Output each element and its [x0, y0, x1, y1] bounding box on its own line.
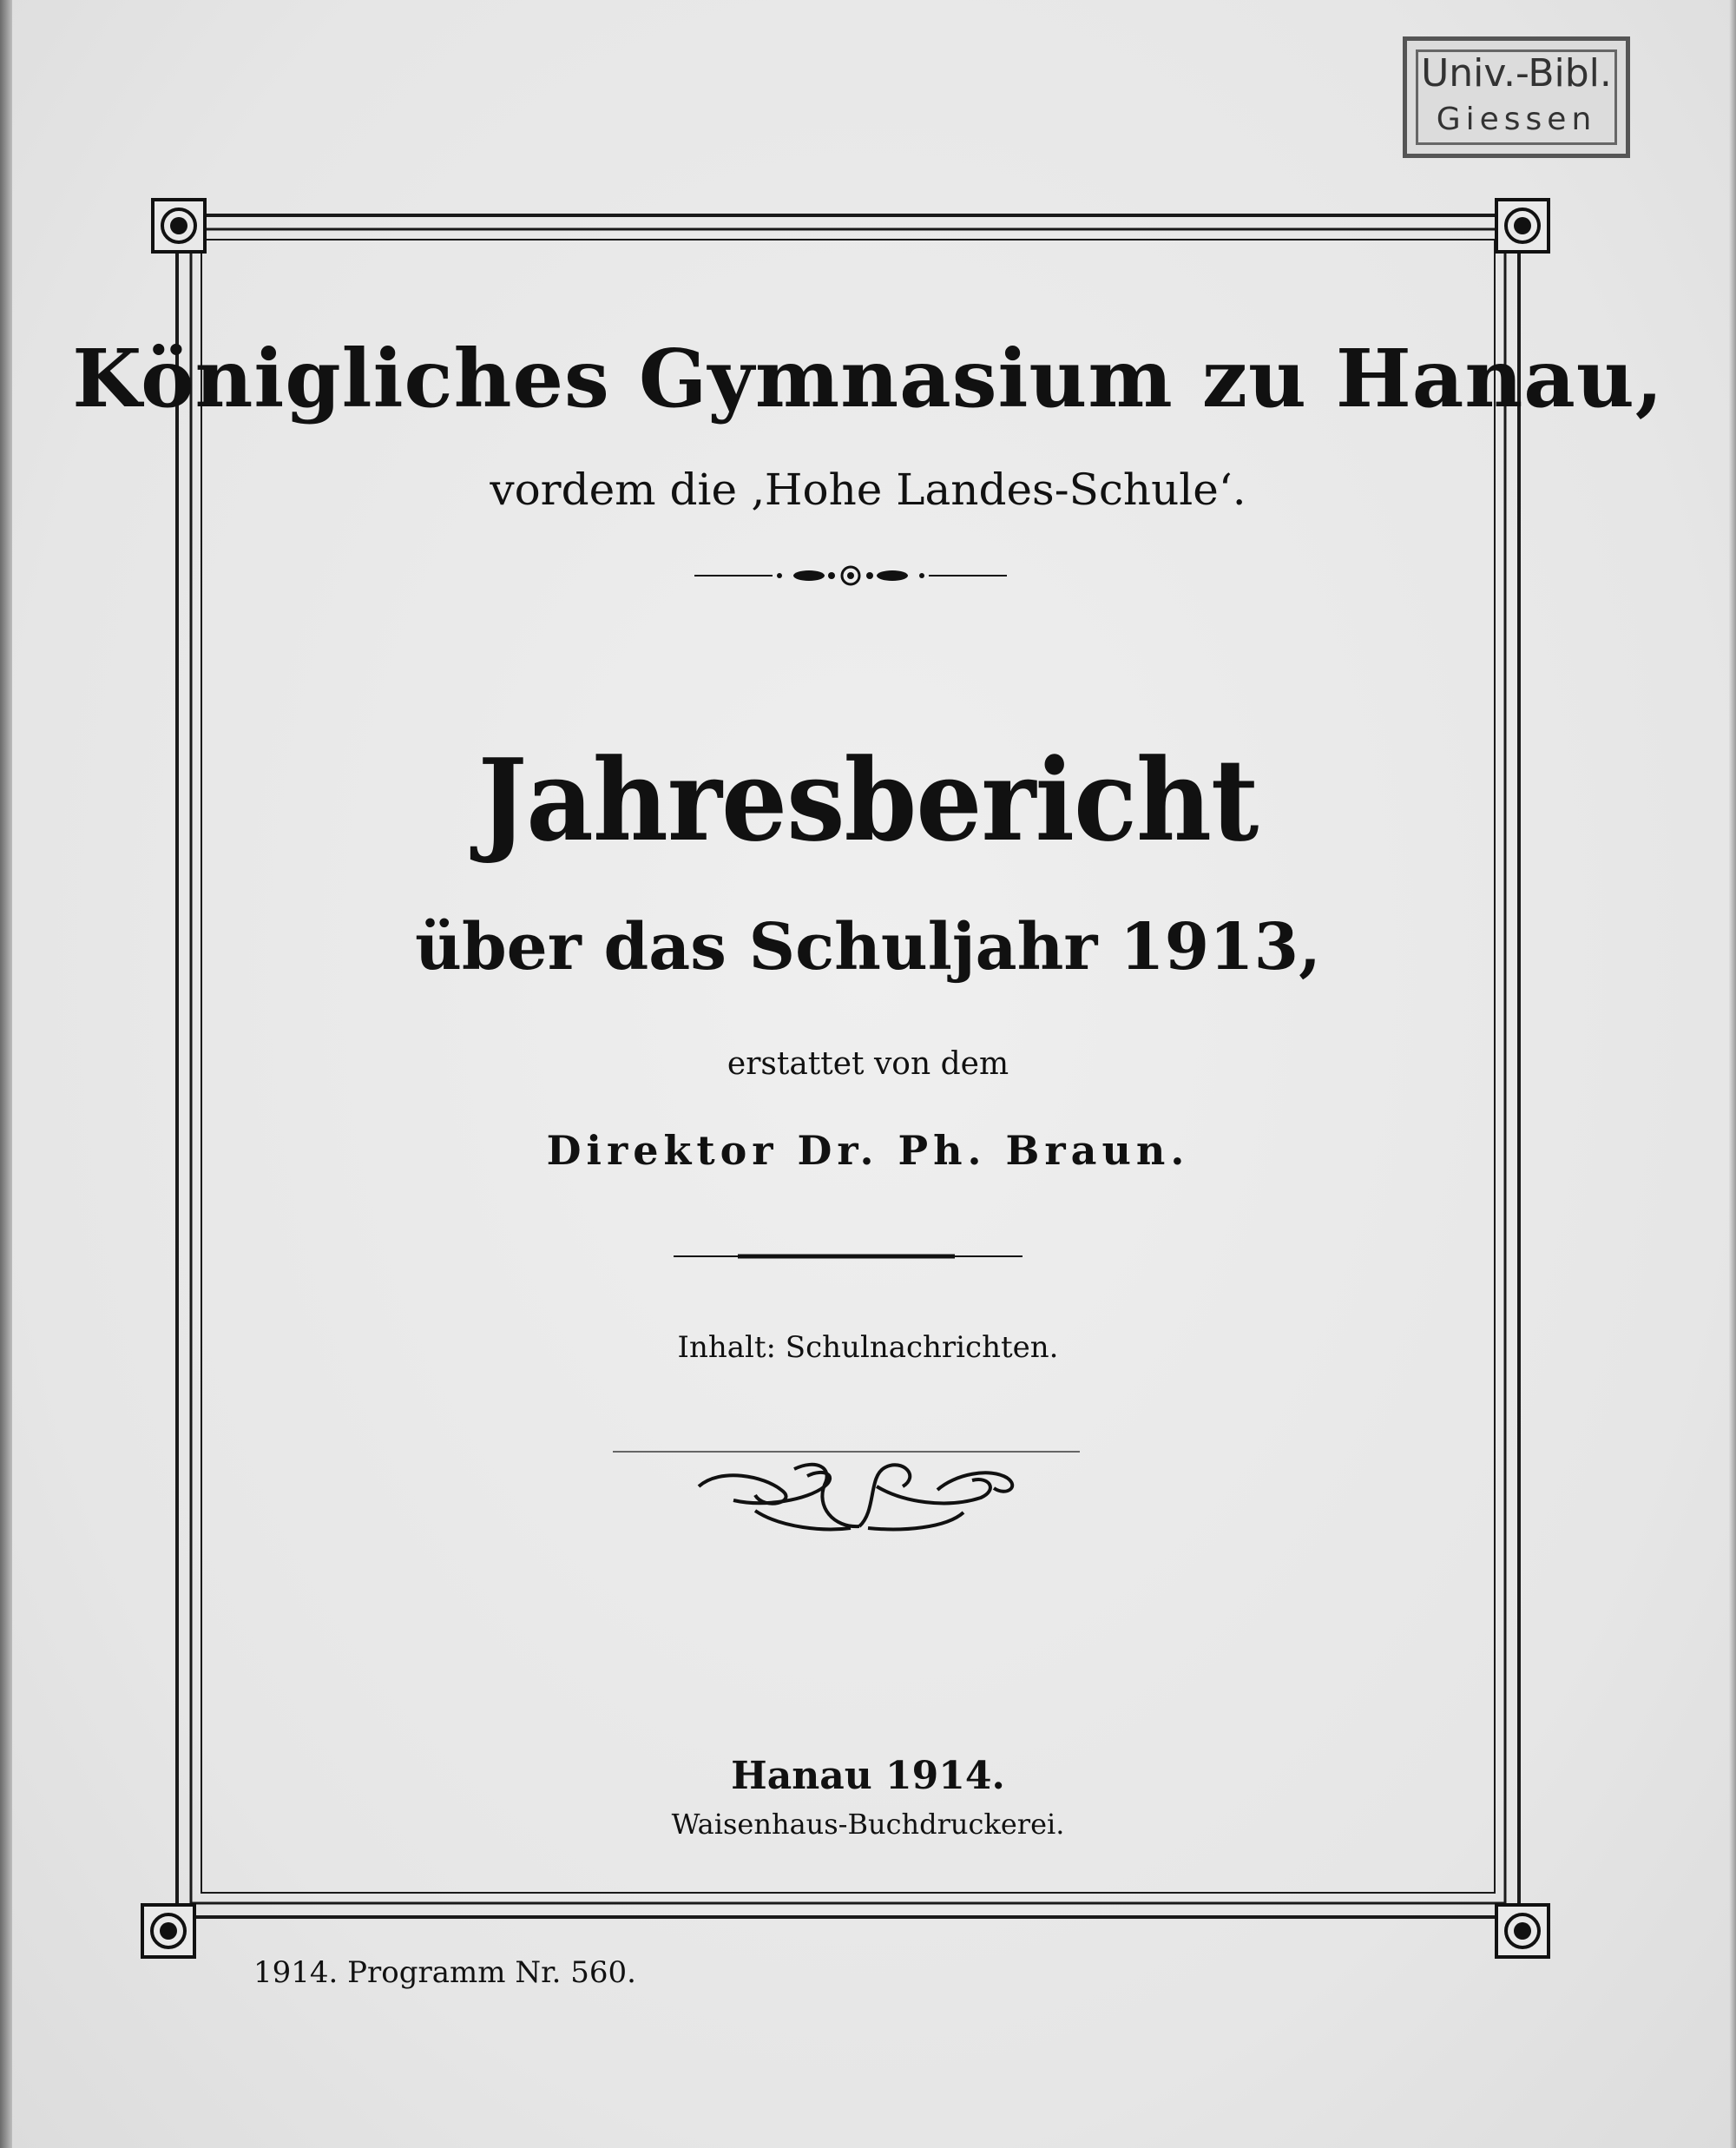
stamp-text-city: Giessen	[1436, 102, 1597, 137]
stamp-text-library: Univ.-Bibl.	[1421, 51, 1612, 96]
program-footer: 1914. Programm Nr. 560.	[253, 1955, 636, 1990]
corner-ornament-bottom-left-icon	[142, 1905, 194, 1957]
ornamental-rule-icon	[694, 567, 1007, 584]
imprint-place-year: Hanau 1914.	[731, 1754, 1005, 1798]
corner-ornament-top-right-icon	[1496, 200, 1549, 252]
school-name-title: Königliches Gymnasium zu Hanau,	[72, 332, 1664, 425]
corner-ornament-top-left-icon	[153, 200, 205, 252]
flourish-ornament-icon	[699, 1465, 1012, 1530]
report-heading: Jahresbericht	[477, 734, 1259, 866]
school-former-name: vordem die ‚Hohe Landes-Schule‘.	[490, 465, 1246, 515]
report-author: Direktor Dr. Ph. Braun.	[546, 1127, 1190, 1174]
report-subtitle: über das Schuljahr 1913,	[415, 910, 1321, 985]
imprint-printer: Waisenhaus-Buchdruckerei.	[671, 1808, 1065, 1841]
corner-ornament-bottom-right-icon	[1496, 1905, 1549, 1957]
report-by-line: erstattet von dem	[727, 1046, 1009, 1082]
contents-line: Inhalt: Schulnachrichten.	[677, 1330, 1059, 1365]
